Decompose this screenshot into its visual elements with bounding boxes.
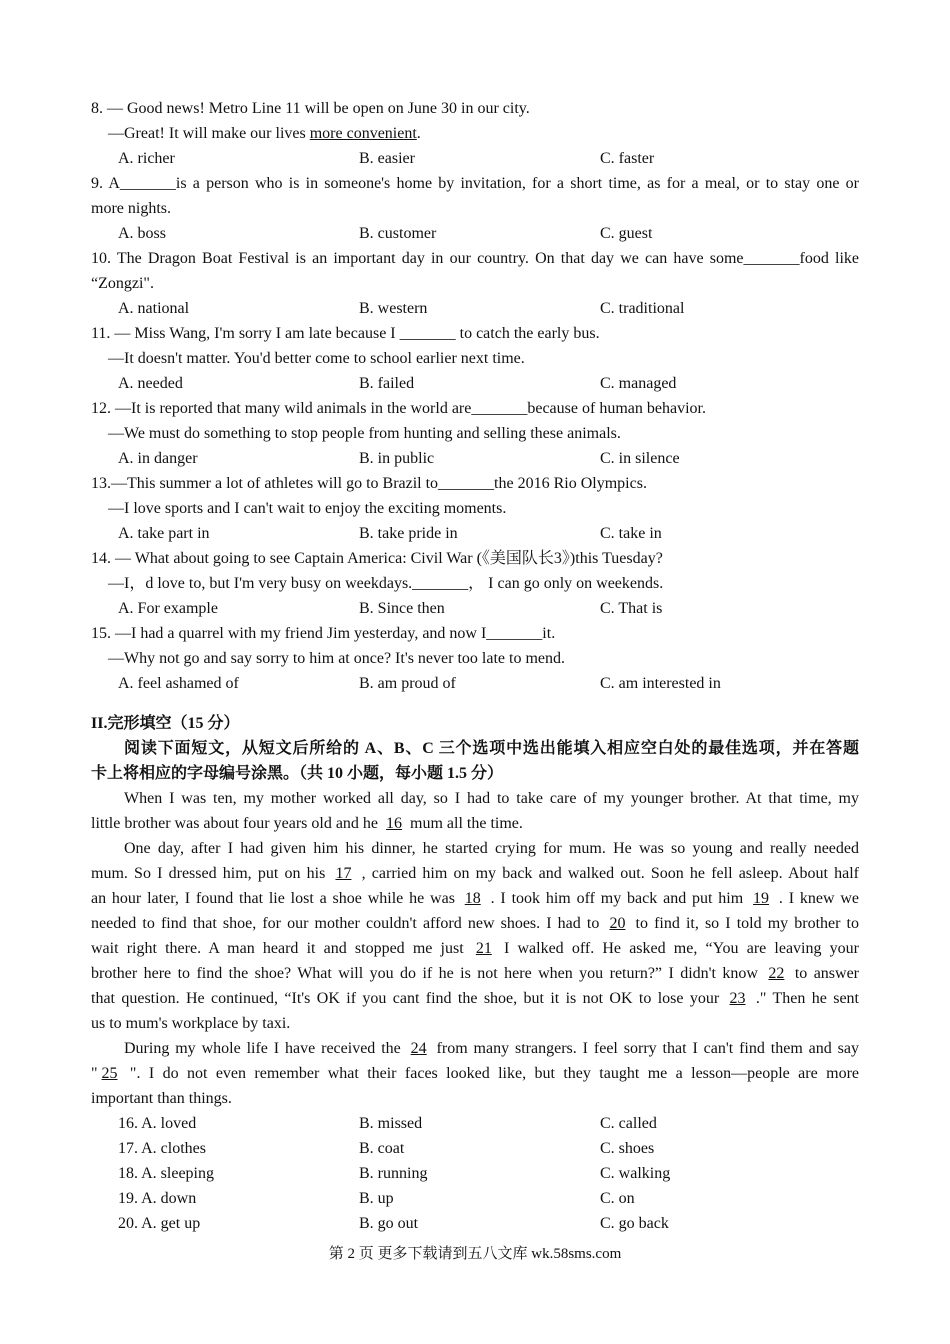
option-c: C. walking	[600, 1165, 671, 1182]
option-b: B. Since then	[359, 600, 445, 617]
passage-line: " 25 ". I do not even remember what their faces looked like, but they taught me a lesson—people are more	[91, 1065, 859, 1082]
options-row	[91, 521, 859, 546]
question-text-cont: more nights.	[91, 200, 171, 217]
option-a: A. richer	[118, 150, 175, 167]
question-14	[91, 546, 859, 621]
question-10	[91, 246, 859, 321]
option-a: 20. A. get up	[118, 1215, 201, 1232]
option-a: A. in danger	[118, 450, 198, 467]
section-instructions-cont: 卡上将相应的字母编号涂黑。（共 10 小题，每小题 1.5 分）	[91, 765, 504, 782]
question-9	[91, 171, 859, 246]
question-text: 10. The Dragon Boat Festival is an important day in our country. On that day we can have some_______food like	[91, 250, 859, 267]
option-c: C. in silence	[600, 450, 680, 467]
question-8	[91, 96, 859, 171]
option-a: 16. A. loved	[118, 1115, 197, 1132]
passage-line: One day, after I had given him his dinner, he started crying for mum. He was so young and really needed	[124, 840, 859, 857]
option-c: C. faster	[600, 150, 655, 167]
question-text-cont: “Zongzi".	[91, 275, 154, 292]
cloze-options-20	[91, 1211, 859, 1236]
option-c: C. guest	[600, 225, 653, 242]
option-b: B. coat	[359, 1140, 405, 1157]
cloze-options-19	[91, 1186, 859, 1211]
option-a: A. feel ashamed of	[118, 675, 239, 692]
options-row	[91, 146, 859, 171]
option-b: B. go out	[359, 1215, 419, 1232]
passage-line: wait right there. A man heard it and stopped me just 21 I walked off. He asked me, “You are leaving your	[91, 940, 859, 957]
option-b: B. in public	[359, 450, 435, 467]
options-row	[91, 671, 859, 696]
blank-21: 21	[475, 940, 492, 957]
option-a: A. national	[118, 300, 190, 317]
question-reply: —We must do something to stop people from hunting and selling these animals.	[108, 425, 621, 442]
question-11	[91, 321, 859, 396]
blank-20: 20	[609, 915, 626, 932]
passage-line: important than things.	[91, 1090, 232, 1107]
options-row	[91, 296, 859, 321]
passage-line: mum. So I dressed him, put on his 17 , carried him on my back and walked out. Soon he fell asleep. About half	[91, 865, 860, 882]
option-c: C. go back	[600, 1215, 669, 1232]
question-reply: —Great! It will make our lives more convenient.	[108, 125, 421, 142]
option-c: C. called	[600, 1115, 657, 1132]
option-a: 18. A. sleeping	[118, 1165, 214, 1182]
question-text: 8. — Good news! Metro Line 11 will be open on June 30 in our city.	[91, 100, 530, 117]
passage-line: During my whole life I have received the 24 from many strangers. I feel sorry that I can't find them and say	[124, 1040, 860, 1057]
blank-19: 19	[753, 890, 770, 907]
cloze-options-17	[91, 1136, 859, 1161]
option-c: C. traditional	[600, 300, 685, 317]
question-text: 9. A_______is a person who is in someone's home by invitation, for a short time, as for a meal, or to stay one or	[91, 175, 859, 192]
question-reply: —Why not go and say sorry to him at once? It's never too late to mend.	[108, 650, 565, 667]
options-row	[91, 371, 859, 396]
exam-page	[91, 96, 859, 1236]
cloze-options-16	[91, 1111, 859, 1136]
blank-25: 25	[101, 1065, 118, 1082]
options-row	[91, 446, 859, 471]
options-row	[91, 221, 859, 246]
option-c: C. shoes	[600, 1140, 655, 1157]
question-text: 15. —I had a quarrel with my friend Jim yesterday, and now I_______it.	[91, 625, 556, 642]
option-a: 17. A. clothes	[118, 1140, 206, 1157]
question-reply: —I，d love to, but I'm very busy on weekdays._______， I can go only on weekends.	[108, 575, 664, 592]
blank-17: 17	[335, 865, 352, 882]
option-c: C. take in	[600, 525, 662, 542]
question-text: 12. —It is reported that many wild animals in the world are_______because of human behavior.	[91, 400, 706, 417]
option-b: B. take pride in	[359, 525, 458, 542]
section-title: II.完形填空（15 分）	[91, 715, 240, 732]
option-b: B. missed	[359, 1115, 423, 1132]
page-footer: 第 2 页 更多下载请到五八文库 wk.58sms.com	[328, 1246, 622, 1262]
option-b: B. up	[359, 1190, 394, 1207]
passage-line: us to mum's workplace by taxi.	[91, 1015, 291, 1032]
blank-18: 18	[464, 890, 481, 907]
option-c: C. managed	[600, 375, 677, 392]
option-b: B. easier	[359, 150, 415, 167]
option-b: B. failed	[359, 375, 415, 392]
cloze-options-18	[91, 1161, 859, 1186]
question-12	[91, 396, 859, 471]
option-b: B. western	[359, 300, 428, 317]
option-c: C. on	[600, 1190, 635, 1207]
option-a: A. boss	[118, 225, 167, 242]
option-a: 19. A. down	[118, 1190, 197, 1207]
blank-24: 24	[410, 1040, 427, 1057]
blank-22: 22	[768, 965, 785, 982]
underlined-phrase: more convenient	[309, 125, 417, 142]
question-13	[91, 471, 859, 546]
question-text: 13.—This summer a lot of athletes will go to Brazil to_______the 2016 Rio Olympics.	[91, 475, 647, 492]
passage-line: little brother was about four years old and he 16 mum all the time.	[91, 815, 523, 832]
passage-line: brother here to find the shoe? What will you do if he is not here when you return?” I didn't know 22 to answer	[91, 965, 860, 982]
option-c: C. am interested in	[600, 675, 721, 692]
option-b: B. am proud of	[359, 675, 456, 692]
option-a: A. For example	[118, 600, 218, 617]
blank-23: 23	[729, 990, 746, 1007]
blank-16: 16	[386, 815, 403, 832]
passage-line: needed to find that shoe, for our mother couldn't afford new shoes. I had to 20 to find it, so I told my brother to	[91, 915, 859, 932]
question-15	[91, 621, 859, 696]
question-text: 14. — What about going to see Captain America: Civil War (《美国队长3》)this Tuesday?	[91, 550, 663, 567]
option-a: A. needed	[118, 375, 183, 392]
options-row	[91, 596, 859, 621]
option-a: A. take part in	[118, 525, 210, 542]
option-c: C. That is	[600, 600, 663, 617]
question-reply: —I love sports and I can't wait to enjoy the exciting moments.	[108, 500, 507, 517]
passage-line: that question. He continued, “It's OK if you cant find the shoe, but it is not OK to lose your 23 ." Then he sent	[91, 990, 859, 1007]
option-b: B. customer	[359, 225, 437, 242]
passage-line: an hour later, I found that lie lost a shoe while he was 18 . I took him off my back and put him 19 . I knew we	[91, 890, 859, 907]
section-instructions: 阅读下面短文，从短文后所给的 A、B、C 三个选项中选出能填入相应空白处的最佳选项，并在答题	[124, 740, 859, 757]
passage-line: When I was ten, my mother worked all day, so I had to take care of my younger brother. At that time, my	[124, 790, 859, 807]
question-text: 11. — Miss Wang, I'm sorry I am late because I _______ to catch the early bus.	[91, 325, 600, 342]
option-b: B. running	[359, 1165, 428, 1182]
question-reply: —It doesn't matter. You'd better come to school earlier next time.	[108, 350, 525, 367]
